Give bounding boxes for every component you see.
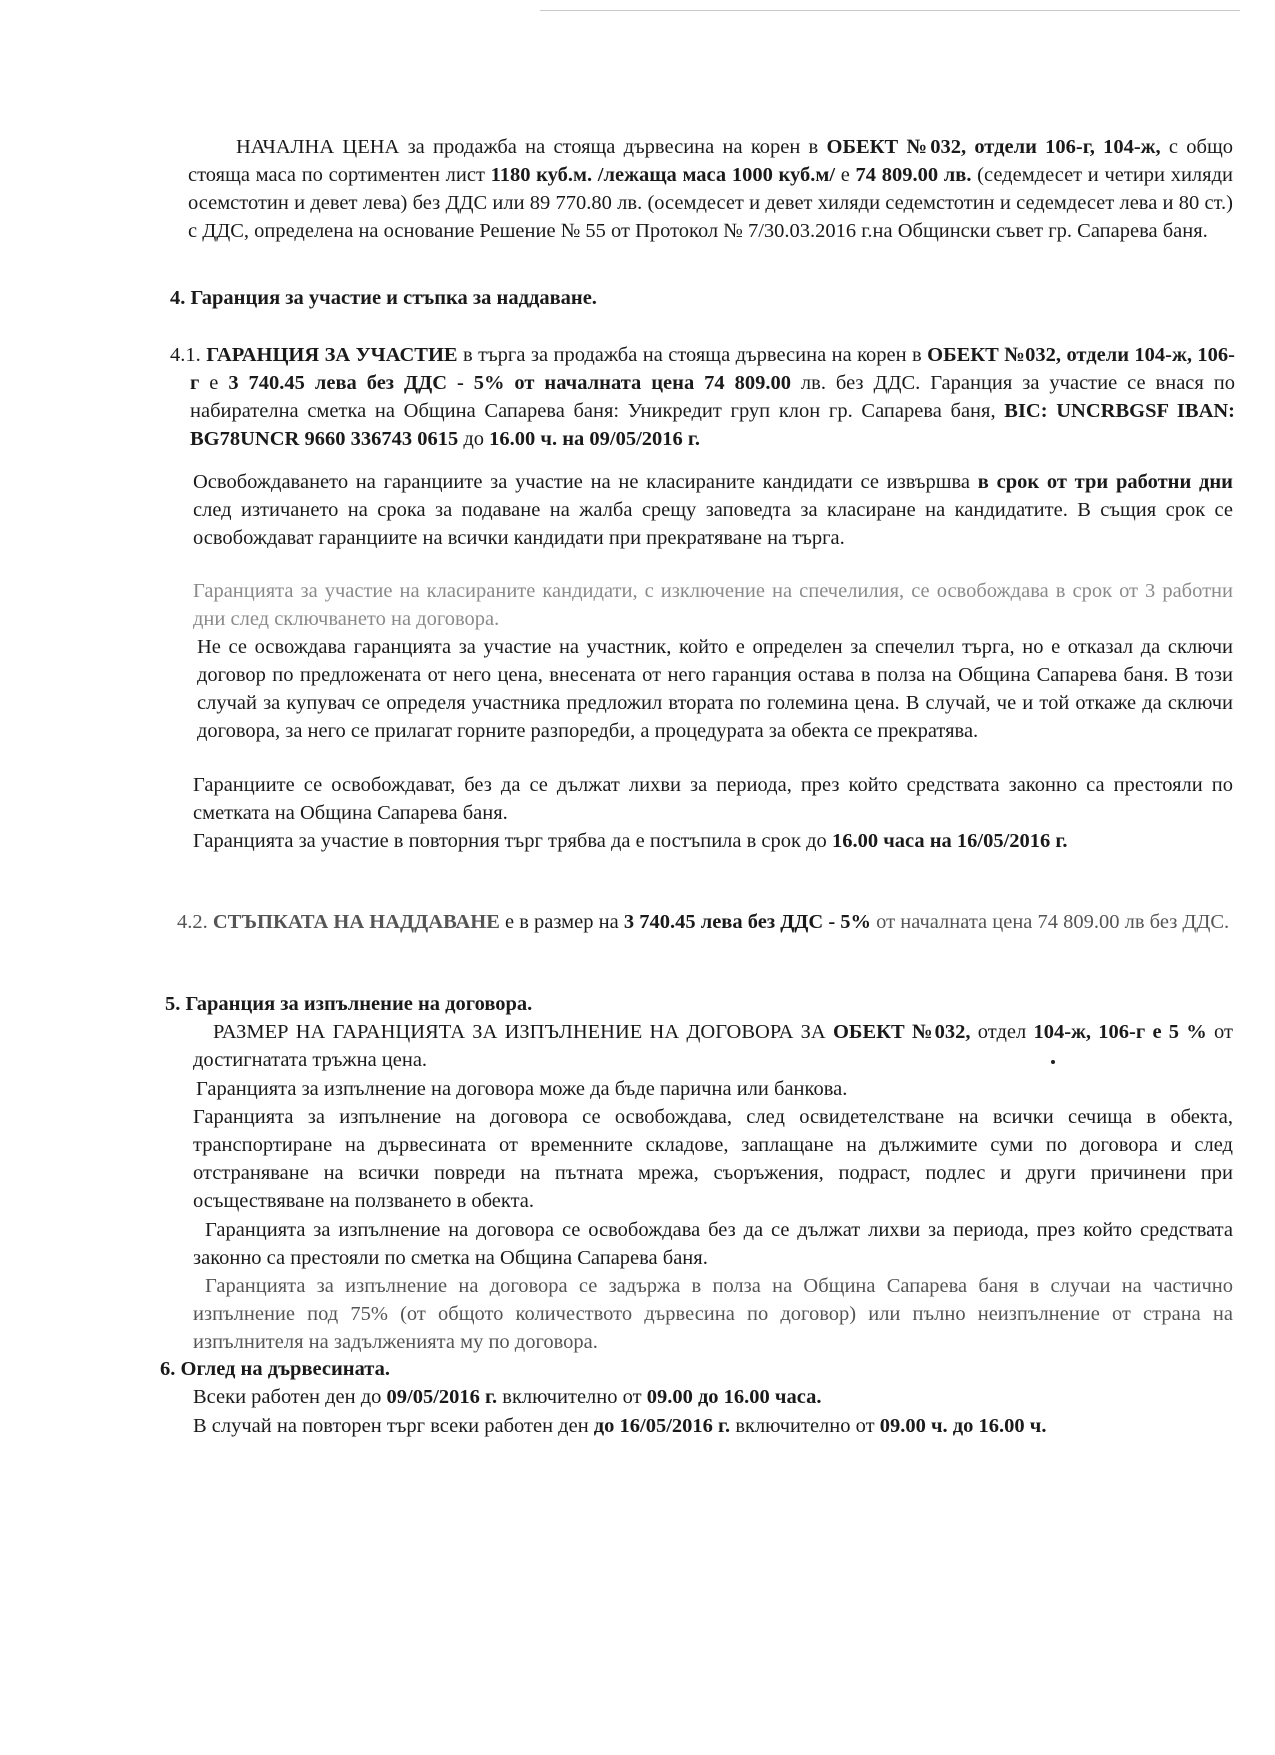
p6a-text-c: включително от bbox=[497, 1386, 647, 1408]
scan-edge-line bbox=[540, 10, 1240, 11]
release-text-a: Освобождаването на гаранциите за участие на не класираните кандидати се извършва bbox=[193, 471, 978, 493]
ranked-candidates-paragraph bbox=[193, 577, 1233, 633]
section-4-1-title: ГАРАНЦИЯ ЗА УЧАСТИЕ bbox=[206, 344, 458, 366]
s41-deadline: 16.00 ч. на 09/05/2016 г. bbox=[489, 428, 701, 450]
price-object: ОБЕКТ №032, отдели 106-г, 104-ж, bbox=[826, 136, 1161, 158]
guarantee-release-text: Гаранцията за изпълнение на договора се освобождава, след освидетелстване на всички сечища в обекта, транспортиране на дървесината от временните складове, заплащане на дължимите суми по договора и след отстраняване на всички повреди на пътната мрежа, съоръжения, подраст, подлес и други причинени при осъществяване на ползването в обекта. bbox=[193, 1106, 1233, 1212]
section-4-title: 4. Гаранция за участие и стъпка за наддаване. bbox=[170, 287, 597, 309]
s5-object: ОБЕКТ №032, bbox=[832, 1021, 971, 1043]
section-4-2-number: 4.2. bbox=[177, 911, 208, 933]
section-5-heading bbox=[165, 990, 1225, 1018]
guarantee-type-text: Гаранцията за изпълнение на договора може да бъде парична или банкова. bbox=[196, 1078, 848, 1100]
section-6-title: 6. Оглед на дървесината. bbox=[160, 1358, 391, 1380]
p6b-text-a: В случай на повторен търг всеки работен ден bbox=[193, 1415, 594, 1437]
s41-text-e: лв. без ДДС. Гаранция за участие се внася по набирателна сметка на Община Сапарева баня: Уникредит груп клон гр. Сапарева баня, bbox=[190, 372, 1236, 422]
release-term: в срок от три работни дни bbox=[977, 471, 1233, 493]
s41-text-c: е bbox=[199, 372, 229, 394]
s5-text-a: РАЗМЕР НА ГАРАНЦИЯТА ЗА ИЗПЪЛНЕНИЕ НА ДОГОВОРА ЗА bbox=[213, 1021, 833, 1043]
p6a-hours: 09.00 до 16.00 часа. bbox=[646, 1386, 822, 1408]
guarantee-type-paragraph bbox=[196, 1075, 1233, 1103]
price-text-e: е bbox=[835, 164, 856, 186]
price-text-a: НАЧАЛНА ЦЕНА за продажба на стояща дървесина на корен в bbox=[236, 136, 827, 158]
section-5-size-paragraph bbox=[193, 1018, 1233, 1074]
initial-price-paragraph bbox=[188, 133, 1233, 245]
repeat-auction-paragraph bbox=[193, 827, 1093, 855]
guarantee-release-paragraph bbox=[193, 1103, 1233, 1215]
section-4-heading bbox=[170, 284, 1230, 312]
price-text-c: с общо стояща маса по сортиментен лист bbox=[188, 136, 1233, 186]
guarantee-retain-text: Гаранцията за изпълнение на договора се задържа в полза на Община Сапарева баня в случаи на частично изпълнение под 75% (от общото количеството дървесина по договор) или пълно неизпълнение от страна на изпълнителя на задълженията му по договора. bbox=[193, 1275, 1233, 1353]
not-released-text: Не се освождава гаранцията за участие на участник, който е определен за спечелил търга, но е отказал да сключи договор по предложената от него цена, внесената от него гаранция остава в полза на Община Сапарева баня. В този случай за купувач се определя участника предложил втората по големина цена. В случай, че и той откаже да сключи договора, за него се прилагат горните разпоредби, а процедурата за обекта се прекратява. bbox=[197, 636, 1233, 742]
s5-text-c: отдел bbox=[970, 1021, 1034, 1043]
section-4-2-paragraph bbox=[177, 908, 1233, 936]
guarantee-retain-paragraph bbox=[193, 1272, 1233, 1356]
s41-bank-codes: BIC: UNCRBGSF IBAN: BG78UNCR 9660 336743 0615 bbox=[190, 400, 1236, 450]
price-volume: 1180 куб.м. /лежаща маса 1000 куб.м/ bbox=[490, 164, 836, 186]
not-released-paragraph bbox=[197, 633, 1233, 745]
price-amount: 74 809.00 лв. bbox=[855, 164, 972, 186]
s42-text-c: от началната цена 74 809.00 лв без ДДС. bbox=[871, 911, 1230, 933]
p6b-date: до 16/05/2016 г. bbox=[593, 1415, 731, 1437]
guarantee-interest-paragraph bbox=[193, 1216, 1233, 1272]
section-4-1-paragraph bbox=[170, 341, 1236, 453]
p6b-text-c: включително от bbox=[730, 1415, 880, 1437]
s41-text-a: в търга за продажба на стояща дървесина на корен в bbox=[457, 344, 928, 366]
s41-amount: 3 740.45 лева без ДДС - 5% от началната цена 74 809.00 bbox=[228, 372, 791, 394]
p6b-hours: 09.00 ч. до 16.00 ч. bbox=[879, 1415, 1047, 1437]
guarantee-interest-text: Гаранцията за изпълнение на договора се освобождава без да се дължат лихви за периода, през който средствата законно са престояли по сметка на Община Сапарева баня. bbox=[193, 1219, 1233, 1269]
repeat-text-a: Гаранцията за участие в повторния търг трябва да е постъпила в срок до bbox=[193, 830, 832, 852]
release-text-c: след изтичането на срока за подаване на жалба срещу заповедта за класиране на кандидатите. В същия срок се освобождават гаранциите на всички кандидати при прекратяване на търга. bbox=[193, 499, 1233, 549]
s5-percent: 104-ж, 106-г е 5 % bbox=[1033, 1021, 1207, 1043]
s41-text-g: до bbox=[458, 428, 490, 450]
inspection-line-2 bbox=[193, 1412, 1233, 1440]
inspection-line-1 bbox=[193, 1383, 1233, 1411]
section-4-2-title: СТЪПКАТА НА НАДДАВАНЕ bbox=[212, 911, 500, 933]
no-interest-paragraph bbox=[193, 771, 1233, 827]
ranked-text: Гаранцията за участие на класираните кандидати, с изключение на спечелилия, се освобождава в срок от 3 работни дни след сключването на договора. bbox=[193, 580, 1233, 630]
repeat-deadline: 16.00 часа на 16/05/2016 г. bbox=[831, 830, 1068, 852]
price-text-g: (седемдесет и четири хиляди осемстотин и девет лева) без ДДС или 89 770.80 лв. (осемдесет и девет хиляди седемстотин и седемдесет лева и 80 ст.) с ДДС, определена на основание Решение № 55 от Протокол № 7/30.03.2016 г.на Общински съвет гр. Сапарева баня. bbox=[188, 164, 1233, 242]
p6a-text-a: Всеки работен ден до bbox=[193, 1386, 387, 1408]
stray-dot bbox=[1051, 1060, 1055, 1064]
release-paragraph bbox=[193, 468, 1233, 552]
s42-amount: 3 740.45 лева без ДДС - 5% bbox=[623, 911, 872, 933]
section-5-title: 5. Гаранция за изпълнение на договора. bbox=[165, 993, 533, 1015]
section-4-1-number: 4.1. bbox=[170, 344, 201, 366]
p6a-date: 09/05/2016 г. bbox=[386, 1386, 498, 1408]
s5-text-e: от достигнатата тръжна цена. bbox=[193, 1021, 1233, 1071]
s41-object: ОБЕКТ №032, отдели 104-ж, 106-г bbox=[190, 344, 1236, 394]
no-interest-text: Гаранциите се освобождават, без да се дължат лихви за периода, през който средствата законно са престояли по сметката на Община Сапарева баня. bbox=[193, 774, 1233, 824]
s42-text-a: е в размер на bbox=[499, 911, 624, 933]
section-6-heading bbox=[160, 1355, 1220, 1383]
